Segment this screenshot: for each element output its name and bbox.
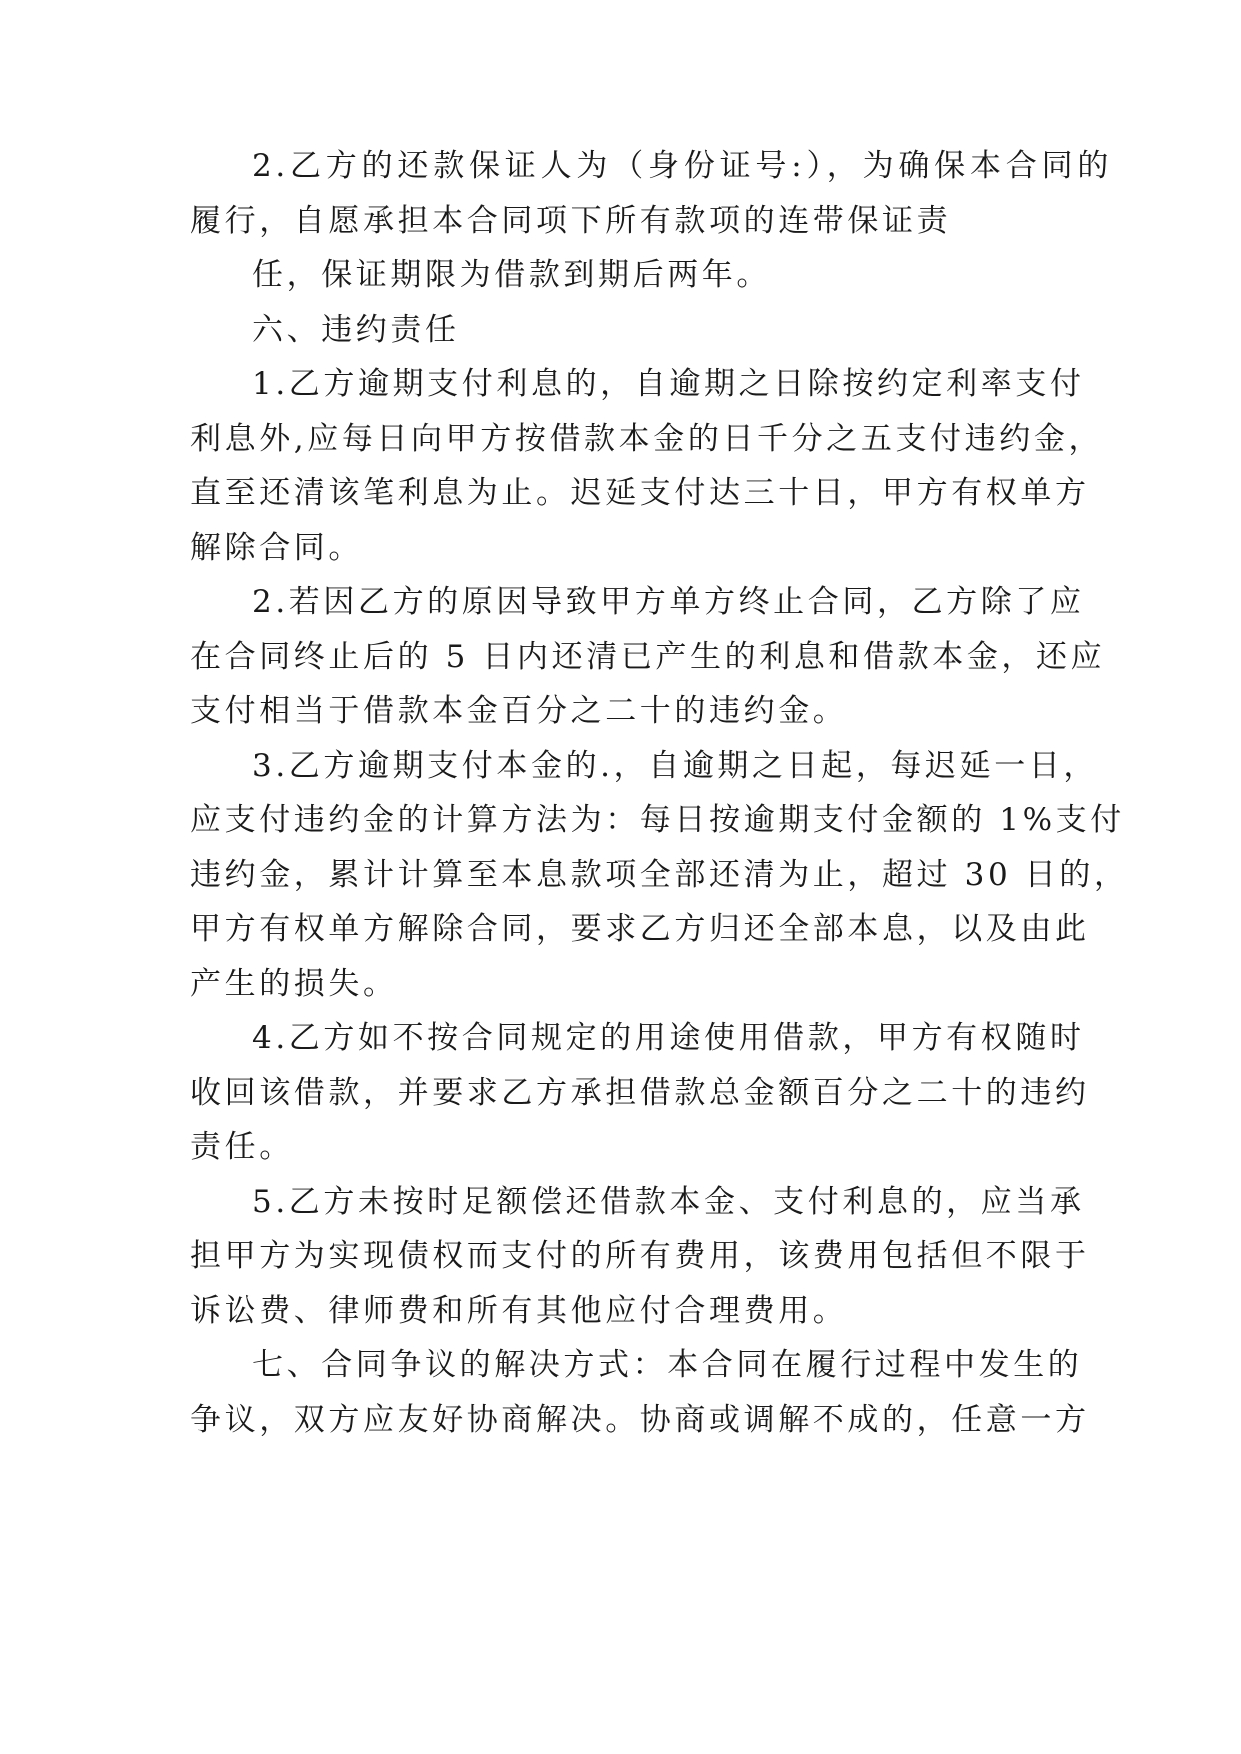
text-line: 应支付违约金的计算方法为：每日按逾期支付金额的 1%支付 [190,802,1125,838]
text-line: 产生的损失。 [190,966,398,1002]
text-line: 5.乙方未按时足额偿还借款本金、支付利息的，应当承 [252,1184,1085,1220]
text-line: 直至还清该笔利息为止。迟延支付达三十日，甲方有权单方 [190,475,1090,511]
text-line: 任，保证期限为借款到期后两年。 [252,257,771,293]
text-line: 诉讼费、律师费和所有其他应付合理费用。 [190,1293,848,1329]
text-line: 利息外,应每日向甲方按借款本金的日千分之五支付违约金， [190,421,1104,457]
text-line: 在合同终止后的 5 日内还清已产生的利息和借款本金，还应 [190,639,1106,675]
text-line: 4.乙方如不按合同规定的用途使用借款，甲方有权随时 [252,1020,1085,1056]
text-line: 2.乙方的还款保证人为（身份证号:），为确保本合同的 [252,148,1112,184]
text-line: 责任。 [190,1129,294,1165]
text-line: 3.乙方逾期支付本金的.，自逾期之日起，每迟延一日， [252,748,1099,784]
text-line: 违约金，累计计算至本息款项全部还清为止，超过 30 日的， [190,857,1129,893]
text-line: 争议，双方应友好协商解决。协商或调解不成的，任意一方 [190,1402,1090,1438]
text-line: 甲方有权单方解除合同，要求乙方归还全部本息，以及由此 [190,911,1090,947]
text-line: 履行，自愿承担本合同项下所有款项的连带保证责 [190,203,952,239]
text-line: 解除合同。 [190,530,363,566]
text-line: 2.若因乙方的原因导致甲方单方终止合同，乙方除了应 [252,584,1085,620]
text-line: 担甲方为实现债权而支付的所有费用，该费用包括但不限于 [190,1238,1090,1274]
text-line: 支付相当于借款本金百分之二十的违约金。 [190,693,848,729]
text-line: 1.乙方逾期支付利息的，自逾期之日除按约定利率支付 [252,366,1085,402]
text-line: 收回该借款，并要求乙方承担借款总金额百分之二十的违约 [190,1075,1090,1111]
text-line: 七、合同争议的解决方式：本合同在履行过程中发生的 [252,1347,1083,1383]
section-heading: 六、违约责任 [252,312,460,348]
